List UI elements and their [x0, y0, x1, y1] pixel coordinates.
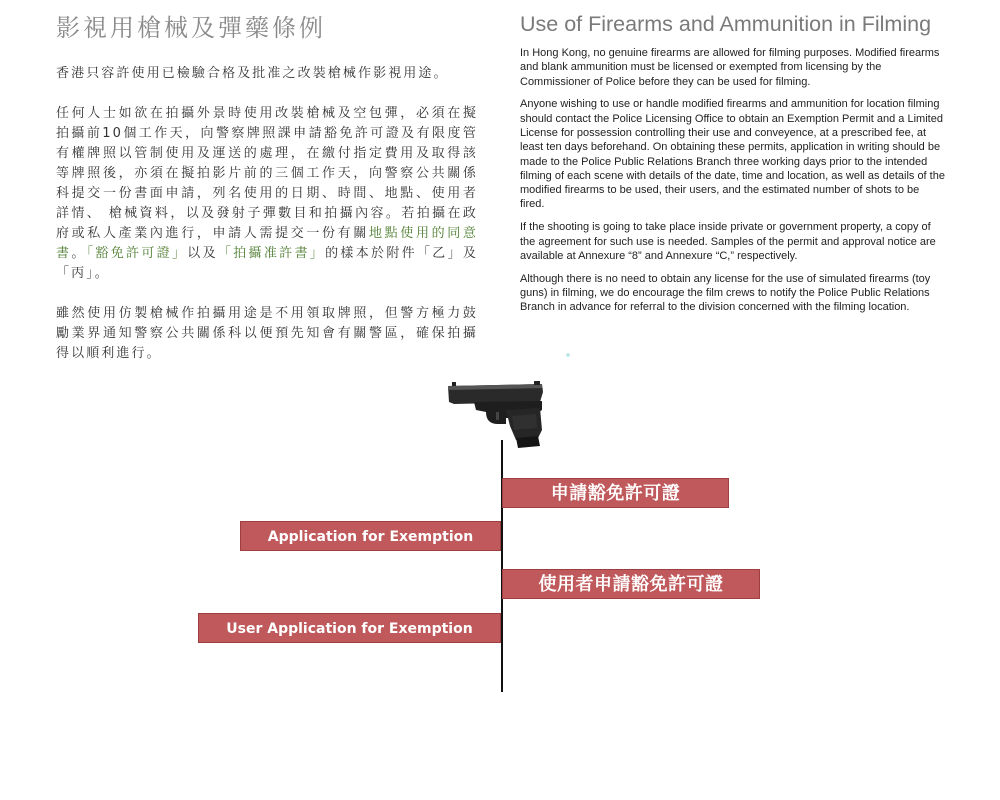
procedure-text-zh: 任何人士如欲在拍攝外景時使用改裝槍械及空包彈，必須在擬拍攝前10個工作天，向警察牌照課申請豁免許可證及有限度管有權牌照以管制使用及運送的處理，在繳付指定費用及取得該等牌照後，亦須在擬拍影片前的三個工作天，向警察公共關係科提交一份書面申請，列名使用的日期、時間、地點、使用者詳情、 槍械資料，以及發射子彈數目和拍攝內容。若拍攝在政府或私人產業內進行，申請人需提交一份有關: [56, 106, 478, 241]
sparkle-dot: [566, 353, 570, 357]
exemption-permit-link[interactable]: 「豁免許可證」: [86, 246, 188, 261]
toy-gun-paragraph-en: Although there is no need to obtain any license for the use of simulated firearms (toy guns) in filming, we do encourage the film crews to notify the Police Public Relations Branch in advance for referral to the division concerned with the filming location.: [520, 272, 931, 314]
procedure-text-zh-4: 的樣本於附件「乙」及「丙」。: [56, 246, 478, 281]
filming-approval-link[interactable]: 「拍攝准許書」: [217, 246, 326, 261]
page-title-zh: 影視用槍械及彈藥條例: [56, 14, 326, 42]
procedure-text-zh-2: 。: [71, 246, 87, 261]
english-column: [520, 10, 946, 323]
intro-paragraph-en: In Hong Kong, no genuine firearms are allowed for filming purposes. Modified firearms and blank ammunition must be licensed or exempted from licensing by the Commissioner of Police before they can be used for filming.: [520, 47, 940, 88]
procedure-paragraph-zh: [56, 104, 478, 284]
page-title-en: Use of Firearms and Ammunition in Filming: [520, 12, 932, 36]
site-consent-link[interactable]: 地點使用的同意書: [56, 226, 478, 261]
property-paragraph-en: If the shooting is going to take place inside private or government property, a copy of the agreement for such use is needed. Samples of the permit and approval notice are available at Annexure “8” and Annexure “C,” respectively.: [520, 221, 936, 262]
intro-paragraph-zh: 香港只容許使用已檢驗合格及批准之改裝槍械作影視用途。: [56, 66, 449, 81]
procedure-text-zh-3: 以及: [187, 246, 218, 261]
user-apply-exemption-permit-zh-button[interactable]: 使用者申請豁免許可證: [502, 569, 760, 599]
toy-gun-paragraph-zh: 雖然使用仿製槍械作拍攝用途是不用領取牌照，但警方極力鼓勵業界通知警察公共關係科以便預先知會有關警區，確保拍攝得以順利進行。: [56, 306, 478, 361]
apply-exemption-permit-zh-button[interactable]: 申請豁免許可證: [502, 478, 729, 508]
apply-exemption-permit-en-button[interactable]: Application for Exemption Permit: [240, 521, 501, 551]
procedure-paragraph-en: Anyone wishing to use or handle modified firearms and ammunition for location filming should contact the Police Licensing Office to obtain an Exemption Permit and a Limited License for possession controlling their use and conveyence, at a prescribed fee, at least ten days beforehand. On obtaining these permits, application in writing should be made to the Police Public Relations Branch three working days prior to the intended filming of each scene with details of the date, time and location, as well as details of the modified firearms to be used, their users, and the estimated number of shots to be fired.: [520, 98, 945, 211]
user-apply-exemption-permit-en-button[interactable]: User Application for Exemption Permit: [198, 613, 501, 643]
handgun-icon: [446, 380, 546, 452]
chinese-column: [56, 12, 478, 384]
